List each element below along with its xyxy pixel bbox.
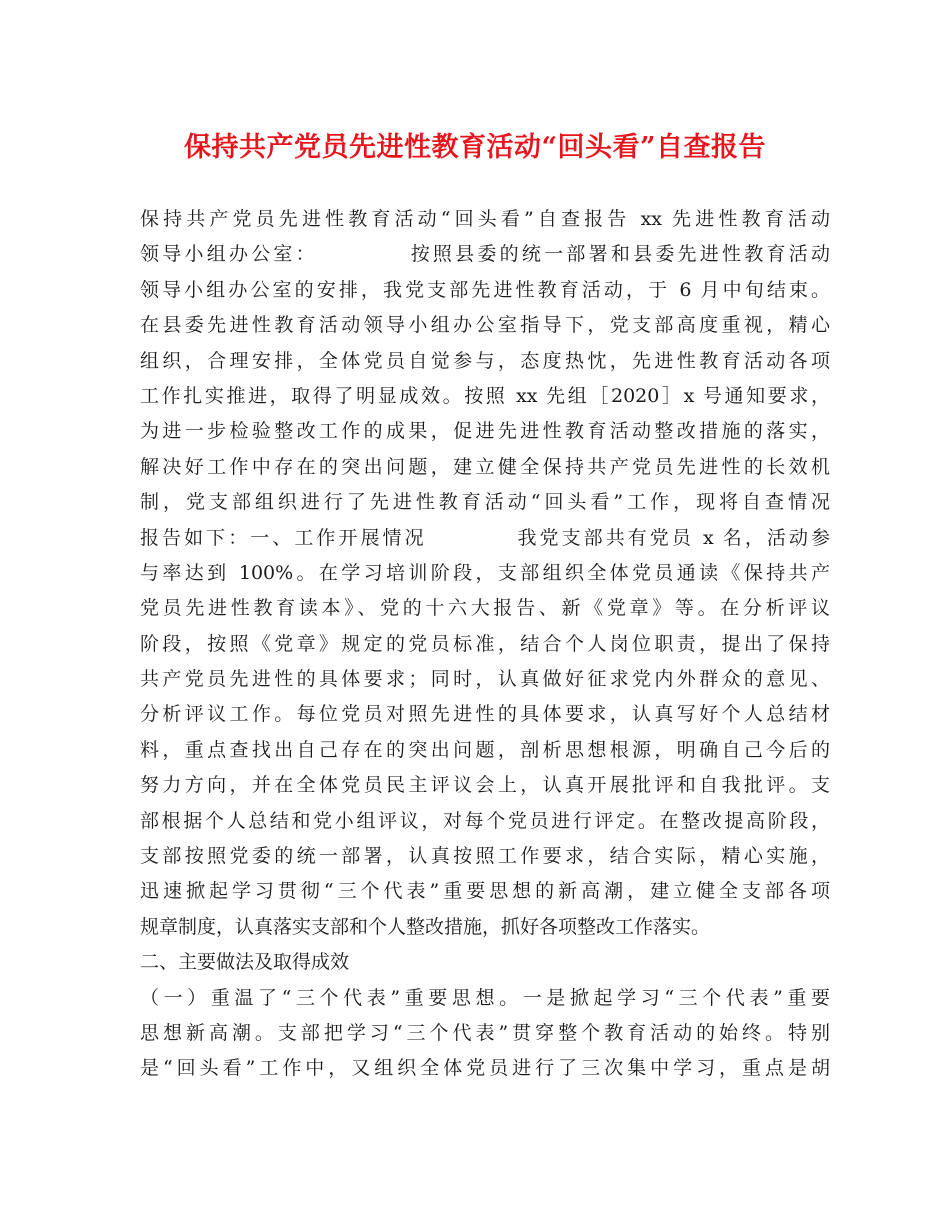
body-line: 分析评议工作。每位党员对照先进性的具体要求，认真写好个人总结材 (140, 703, 830, 726)
body-line: 与率达到 100%。在学习培训阶段，支部组织全体党员通读《保持共产 (140, 561, 830, 584)
body-line: 解决好工作中存在的突出问题，建立健全保持共产党员先进性的长效机 (140, 455, 830, 478)
document-title: 保持共产党员先进性教育活动“回头看”自查报告 (183, 132, 767, 163)
section-heading: 二、主要做法及取得成效 (140, 951, 350, 974)
body-line: 组织，合理安排，全体党员自觉参与，态度热忱，先进性教育活动各项 (140, 349, 830, 372)
body-line: 党员先进性教育读本》、党的十六大报告、新《党章》等。在分析评议 (140, 597, 830, 620)
body-line: 支部按照党委的统一部署，认真按照工作要求，结合实际，精心实施， (140, 845, 830, 868)
body-line: 领导小组办公室的安排，我党支部先进性教育活动，于 6 月中旬结束。 (140, 278, 830, 301)
body-line: 保持共产党员先进性教育活动“回头看”自查报告 xx 先进性教育活动 (140, 208, 830, 230)
body-line: 领导小组办公室： 按照县委的统一部署和县委先进性教育活动 (140, 243, 830, 266)
body-line: 报告如下：一、工作开展情况 我党支部共有党员 x 名，活动参 (140, 526, 830, 549)
body-line: 部根据个人总结和党小组评议，对每个党员进行评定。在整改提高阶段， (140, 809, 830, 832)
body-line: 思想新高潮。支部把学习“三个代表”贯穿整个教育活动的始终。特别 (140, 1021, 830, 1044)
body-line: 迅速掀起学习贯彻“三个代表”重要思想的新高潮，建立健全支部各项 (140, 880, 830, 903)
document-body (140, 202, 830, 1087)
body-line: 努力方向，并在全体党员民主评议会上，认真开展批评和自我批评。支 (140, 774, 830, 797)
body-line: 阶段，按照《党章》规定的党员标准，结合个人岗位职责，提出了保持 (140, 632, 830, 655)
body-line: （一）重温了“三个代表”重要思想。一是掀起学习“三个代表”重要 (140, 986, 830, 1009)
body-line: 规章制度，认真落实支部和个人整改措施，抓好各项整改工作落实。 (140, 915, 711, 938)
body-line: 工作扎实推进，取得了明显成效。按照 xx 先组［2020］x 号通知要求， (140, 384, 830, 407)
body-line: 制，党支部组织进行了先进性教育活动“回头看”工作，现将自查情况 (140, 491, 830, 514)
body-line: 为进一步检验整改工作的成果，促进先进性教育活动整改措施的落实， (140, 420, 830, 443)
body-line: 是“回头看”工作中，又组织全体党员进行了三次集中学习，重点是胡 (140, 1057, 830, 1080)
body-line: 共产党员先进性的具体要求；同时，认真做好征求党内外群众的意见、 (140, 668, 830, 691)
body-line: 在县委先进性教育活动领导小组办公室指导下，党支部高度重视，精心 (140, 314, 830, 337)
body-line: 料，重点查找出自己存在的突出问题，剖析思想根源，明确自己今后的 (140, 738, 830, 761)
